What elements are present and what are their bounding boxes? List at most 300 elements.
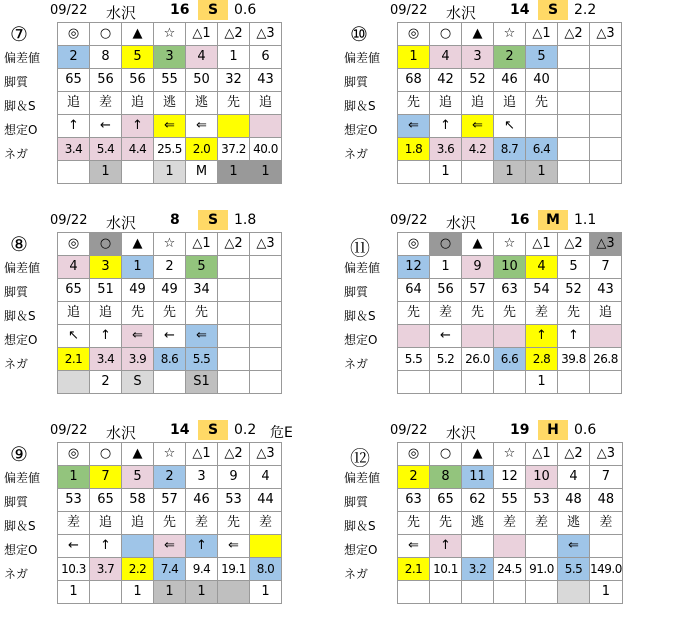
race-date: 09/22 — [50, 3, 88, 18]
table-cell: 1 — [494, 161, 526, 184]
table-cell: 58 — [122, 489, 154, 512]
table-cell: 差 — [526, 302, 558, 325]
table-cell: 差 — [90, 92, 122, 115]
row-labels — [0, 256, 52, 376]
row-label: ネガ — [344, 357, 369, 371]
table-cell: 10 — [494, 256, 526, 279]
table-cell: ☆ — [154, 23, 186, 46]
table-cell — [590, 92, 622, 115]
table-cell — [526, 535, 558, 558]
table-cell: 差 — [526, 512, 558, 535]
table-cell: 9 — [462, 256, 494, 279]
table-cell — [462, 161, 494, 184]
table-cell — [90, 581, 122, 604]
table-cell — [250, 325, 282, 348]
table-cell: 先 — [398, 512, 430, 535]
table-cell: 2 — [154, 256, 186, 279]
table-row — [58, 489, 282, 512]
race-panel — [340, 210, 670, 410]
table-cell: 5 — [122, 46, 154, 69]
table-cell: 57 — [462, 279, 494, 302]
table-cell: 3.6 — [430, 138, 462, 161]
row-label: 脚質 — [4, 285, 29, 299]
table-cell — [590, 535, 623, 558]
table-cell: 1 — [186, 581, 218, 604]
row-label: 脚質 — [344, 495, 369, 509]
table-cell: 追 — [430, 92, 462, 115]
table-cell: ○ — [430, 233, 462, 256]
table-cell: 差 — [430, 302, 462, 325]
row-label: 想定O — [4, 123, 38, 137]
table-cell: 先 — [462, 302, 494, 325]
table-cell: 8 — [90, 46, 122, 69]
table-cell: 4 — [250, 466, 282, 489]
table-cell: 1 — [154, 581, 186, 604]
table-cell: 9.4 — [186, 558, 218, 581]
table-cell: 12 — [494, 466, 526, 489]
table-row — [398, 256, 622, 279]
row-label: 偏差値 — [4, 51, 41, 65]
table-cell: 5 — [186, 256, 218, 279]
table-row — [398, 46, 622, 69]
table-cell: 先 — [398, 302, 430, 325]
table-cell: 48 — [590, 489, 623, 512]
table-cell — [122, 535, 154, 558]
table-cell: 差 — [494, 512, 526, 535]
race-table — [397, 232, 622, 394]
table-cell: 34 — [186, 279, 218, 302]
row-label: 脚＆S — [344, 519, 376, 533]
table-cell: 7 — [590, 256, 622, 279]
table-cell: △3 — [590, 233, 622, 256]
table-cell: S — [122, 371, 154, 394]
table-cell: 5 — [558, 256, 590, 279]
table-cell: 2.8 — [526, 348, 558, 371]
table-cell: △1 — [526, 443, 558, 466]
table-row — [58, 443, 282, 466]
table-cell: 55 — [494, 489, 526, 512]
row-labels — [340, 466, 392, 586]
table-cell: 1 — [90, 161, 122, 184]
table-cell: ↑ — [90, 325, 122, 348]
table-cell — [250, 256, 282, 279]
table-row — [398, 233, 622, 256]
table-cell: 1 — [250, 581, 282, 604]
table-cell — [590, 69, 622, 92]
race-date: 09/22 — [390, 213, 428, 228]
race-date: 09/22 — [390, 423, 428, 438]
table-cell — [590, 325, 622, 348]
race-pace: S — [538, 0, 568, 20]
table-cell: 差 — [590, 512, 623, 535]
table-cell: 差 — [58, 512, 90, 535]
table-cell: ◎ — [398, 233, 430, 256]
table-cell: 逃 — [558, 512, 590, 535]
race-header — [0, 420, 330, 442]
table-cell: 追 — [250, 92, 282, 115]
table-row — [58, 279, 282, 302]
table-cell: 4 — [526, 256, 558, 279]
table-cell: 37.2 — [218, 138, 250, 161]
table-row — [398, 489, 623, 512]
table-cell: 5.5 — [558, 558, 590, 581]
table-cell: 42 — [430, 69, 462, 92]
table-row — [398, 558, 623, 581]
row-label: ネガ — [4, 357, 29, 371]
table-cell: 19.1 — [218, 558, 250, 581]
race-extra: 危E — [270, 425, 293, 441]
table-row — [398, 443, 623, 466]
row-label: 脚質 — [4, 75, 29, 89]
table-cell — [218, 371, 250, 394]
table-cell — [218, 302, 250, 325]
race-header — [0, 210, 330, 232]
table-row — [58, 46, 282, 69]
table-cell: 1 — [218, 161, 250, 184]
table-cell — [590, 115, 622, 138]
table-cell — [558, 161, 590, 184]
table-cell: 12 — [398, 256, 430, 279]
row-labels — [340, 46, 392, 166]
row-label: 想定O — [4, 333, 38, 347]
table-cell: 57 — [154, 489, 186, 512]
table-cell: 3 — [154, 46, 186, 69]
table-row — [398, 138, 622, 161]
table-cell: 91.0 — [526, 558, 558, 581]
table-cell: 1 — [430, 161, 462, 184]
table-row — [398, 23, 622, 46]
table-row — [398, 581, 623, 604]
race-count: 14 — [170, 422, 190, 438]
table-cell — [250, 371, 282, 394]
table-cell: ↑ — [430, 535, 462, 558]
table-cell: 26.8 — [590, 348, 622, 371]
race-table — [57, 232, 282, 394]
table-cell: 40 — [526, 69, 558, 92]
row-label: 脚＆S — [4, 519, 36, 533]
table-row — [58, 348, 282, 371]
table-cell — [462, 325, 494, 348]
race-value: 1.8 — [234, 212, 257, 228]
table-row — [398, 302, 622, 325]
table-cell: 52 — [462, 69, 494, 92]
table-cell: 54 — [526, 279, 558, 302]
table-cell: 3.4 — [90, 348, 122, 371]
row-label: 想定O — [344, 543, 378, 557]
race-count: 8 — [170, 212, 180, 228]
race-panel — [0, 420, 330, 620]
table-cell: 5 — [526, 46, 558, 69]
table-cell — [58, 371, 90, 394]
table-cell: △3 — [250, 443, 282, 466]
table-cell: 先 — [430, 512, 462, 535]
table-cell: 先 — [218, 92, 250, 115]
table-cell: ☆ — [494, 443, 526, 466]
table-cell: 10.1 — [430, 558, 462, 581]
race-number: ⑩ — [350, 22, 368, 46]
table-cell: 56 — [90, 69, 122, 92]
table-cell: 5 — [122, 466, 154, 489]
table-cell: 53 — [218, 489, 250, 512]
table-cell: 5.5 — [186, 348, 218, 371]
table-cell: △1 — [186, 23, 218, 46]
table-cell: △1 — [186, 233, 218, 256]
table-cell: 1 — [58, 466, 90, 489]
table-cell: 1 — [250, 161, 282, 184]
table-cell: △2 — [218, 443, 250, 466]
table-cell: 2 — [398, 466, 430, 489]
row-label: 偏差値 — [4, 471, 41, 485]
table-row — [58, 302, 282, 325]
table-cell: 50 — [186, 69, 218, 92]
race-count: 16 — [510, 212, 530, 228]
table-cell — [462, 371, 494, 394]
table-cell: 4.2 — [462, 138, 494, 161]
table-cell: 逃 — [154, 92, 186, 115]
table-cell: 追 — [58, 92, 90, 115]
table-row — [58, 233, 282, 256]
table-cell — [250, 279, 282, 302]
table-cell: 先 — [154, 512, 186, 535]
table-cell: ← — [430, 325, 462, 348]
table-cell: 逃 — [462, 512, 494, 535]
table-cell: △2 — [218, 233, 250, 256]
table-cell: 2.1 — [58, 348, 90, 371]
race-date: 09/22 — [50, 213, 88, 228]
table-cell: 65 — [90, 489, 122, 512]
row-label: 偏差値 — [4, 261, 41, 275]
table-cell: ⇐ — [462, 115, 494, 138]
table-cell: 32 — [218, 69, 250, 92]
table-cell: 49 — [122, 279, 154, 302]
race-header — [0, 0, 330, 22]
row-label: 想定O — [4, 543, 38, 557]
table-cell: △1 — [186, 443, 218, 466]
table-cell: 52 — [558, 279, 590, 302]
table-cell — [558, 581, 590, 604]
table-row — [58, 69, 282, 92]
table-cell: ☆ — [154, 443, 186, 466]
table-cell — [494, 535, 526, 558]
table-cell: ◎ — [58, 23, 90, 46]
table-cell: 3 — [186, 466, 218, 489]
race-value: 0.6 — [574, 422, 597, 438]
table-cell: 先 — [494, 302, 526, 325]
table-cell: 64 — [398, 279, 430, 302]
race-panel — [0, 210, 330, 410]
race-venue: 水沢 — [106, 4, 137, 22]
row-label: 脚質 — [4, 495, 29, 509]
table-cell: ▲ — [462, 443, 494, 466]
table-cell: ⇐ — [122, 325, 154, 348]
table-cell: 65 — [58, 279, 90, 302]
race-value: 1.1 — [574, 212, 597, 228]
table-row — [398, 69, 622, 92]
table-row — [398, 161, 622, 184]
table-cell: ↑ — [558, 325, 590, 348]
table-cell: 1.8 — [398, 138, 430, 161]
race-value: 0.2 — [234, 422, 257, 438]
table-cell: ☆ — [494, 23, 526, 46]
table-cell: 46 — [494, 69, 526, 92]
table-cell: 5.5 — [398, 348, 430, 371]
table-cell: 65 — [430, 489, 462, 512]
table-cell: ← — [58, 535, 90, 558]
row-label: 偏差値 — [344, 471, 381, 485]
table-cell — [526, 581, 558, 604]
race-date: 09/22 — [50, 423, 88, 438]
row-label: 脚質 — [344, 285, 369, 299]
table-row — [398, 466, 623, 489]
table-cell: ○ — [90, 233, 122, 256]
table-row — [398, 535, 623, 558]
table-cell: 1 — [526, 371, 558, 394]
table-cell: 48 — [558, 489, 590, 512]
table-cell: 逃 — [186, 92, 218, 115]
table-cell — [590, 371, 622, 394]
table-cell: 5.2 — [430, 348, 462, 371]
table-cell: ☆ — [154, 233, 186, 256]
table-row — [58, 138, 282, 161]
race-venue: 水沢 — [446, 4, 477, 22]
table-cell: 46 — [186, 489, 218, 512]
row-label: 偏差値 — [344, 261, 381, 275]
table-cell: 8.0 — [250, 558, 282, 581]
table-cell: 7.4 — [154, 558, 186, 581]
race-pace: H — [538, 420, 568, 440]
table-row — [58, 256, 282, 279]
table-cell — [398, 325, 430, 348]
table-cell: M — [186, 161, 218, 184]
table-row — [58, 23, 282, 46]
table-row — [58, 161, 282, 184]
table-cell: ↑ — [526, 325, 558, 348]
table-cell: ☆ — [494, 233, 526, 256]
table-cell: 3.9 — [122, 348, 154, 371]
table-row — [58, 115, 282, 138]
table-cell: △1 — [526, 233, 558, 256]
table-cell: ▲ — [122, 233, 154, 256]
table-row — [398, 115, 622, 138]
table-cell: ⇐ — [186, 115, 218, 138]
table-cell: 53 — [526, 489, 558, 512]
table-cell: △3 — [590, 443, 623, 466]
race-panel — [340, 420, 670, 620]
table-cell: 追 — [122, 92, 154, 115]
table-cell: 1 — [398, 46, 430, 69]
table-cell: ▲ — [122, 23, 154, 46]
table-cell: 2.0 — [186, 138, 218, 161]
race-venue: 水沢 — [106, 214, 137, 232]
table-cell: ◎ — [398, 23, 430, 46]
table-cell: ↖ — [58, 325, 90, 348]
table-cell: △2 — [218, 23, 250, 46]
table-cell: ← — [90, 115, 122, 138]
row-labels — [340, 256, 392, 376]
table-cell: 先 — [218, 512, 250, 535]
table-cell: △3 — [590, 23, 622, 46]
table-cell: 追 — [122, 512, 154, 535]
table-cell — [398, 161, 430, 184]
table-cell: 2 — [58, 46, 90, 69]
table-cell: 53 — [58, 489, 90, 512]
table-cell: ○ — [90, 23, 122, 46]
row-label: ネガ — [4, 567, 29, 581]
table-cell: 1 — [526, 161, 558, 184]
table-cell: 追 — [90, 302, 122, 325]
table-row — [58, 581, 282, 604]
table-cell: 3.7 — [90, 558, 122, 581]
table-cell — [398, 581, 430, 604]
race-pace: S — [198, 420, 228, 440]
race-value: 0.6 — [234, 2, 257, 18]
table-cell: 差 — [186, 512, 218, 535]
table-cell: 10 — [526, 466, 558, 489]
table-cell: ▲ — [462, 23, 494, 46]
table-cell — [558, 371, 590, 394]
table-cell: 56 — [430, 279, 462, 302]
table-cell — [58, 161, 90, 184]
row-labels — [0, 46, 52, 166]
table-row — [398, 348, 622, 371]
row-label: 想定O — [344, 333, 378, 347]
table-cell: △2 — [558, 233, 590, 256]
race-header — [340, 420, 670, 442]
race-date: 09/22 — [390, 3, 428, 18]
row-label: ネガ — [4, 147, 29, 161]
race-venue: 水沢 — [446, 424, 477, 442]
table-cell — [526, 115, 558, 138]
race-table — [57, 442, 282, 604]
table-cell: ↑ — [122, 115, 154, 138]
row-label: 想定O — [344, 123, 378, 137]
row-label: 脚＆S — [4, 309, 36, 323]
table-row — [58, 535, 282, 558]
table-cell: 3.4 — [58, 138, 90, 161]
race-number: ⑪ — [350, 236, 370, 260]
race-count: 14 — [510, 2, 530, 18]
table-cell: △3 — [250, 233, 282, 256]
table-cell: 6.4 — [526, 138, 558, 161]
table-cell: 65 — [58, 69, 90, 92]
table-cell: 62 — [462, 489, 494, 512]
race-number: ⑨ — [10, 442, 28, 466]
table-cell: 25.5 — [154, 138, 186, 161]
race-venue: 水沢 — [106, 424, 137, 442]
table-cell: 3 — [462, 46, 494, 69]
table-cell: 5.4 — [90, 138, 122, 161]
table-cell: △1 — [526, 23, 558, 46]
race-header — [340, 210, 670, 232]
table-cell: ↑ — [186, 535, 218, 558]
table-cell: ↑ — [58, 115, 90, 138]
table-cell: 先 — [154, 302, 186, 325]
table-cell: 8.7 — [494, 138, 526, 161]
table-cell: 4 — [430, 46, 462, 69]
table-cell: ↖ — [494, 115, 526, 138]
table-cell: ⇐ — [218, 535, 250, 558]
table-cell: 10.3 — [58, 558, 90, 581]
table-row — [58, 558, 282, 581]
table-cell: 63 — [398, 489, 430, 512]
table-cell: 4 — [558, 466, 590, 489]
table-cell: 9 — [218, 466, 250, 489]
table-cell: 2 — [154, 466, 186, 489]
table-cell — [218, 279, 250, 302]
table-cell: ← — [154, 325, 186, 348]
table-cell: 149.0 — [590, 558, 623, 581]
table-row — [398, 371, 622, 394]
